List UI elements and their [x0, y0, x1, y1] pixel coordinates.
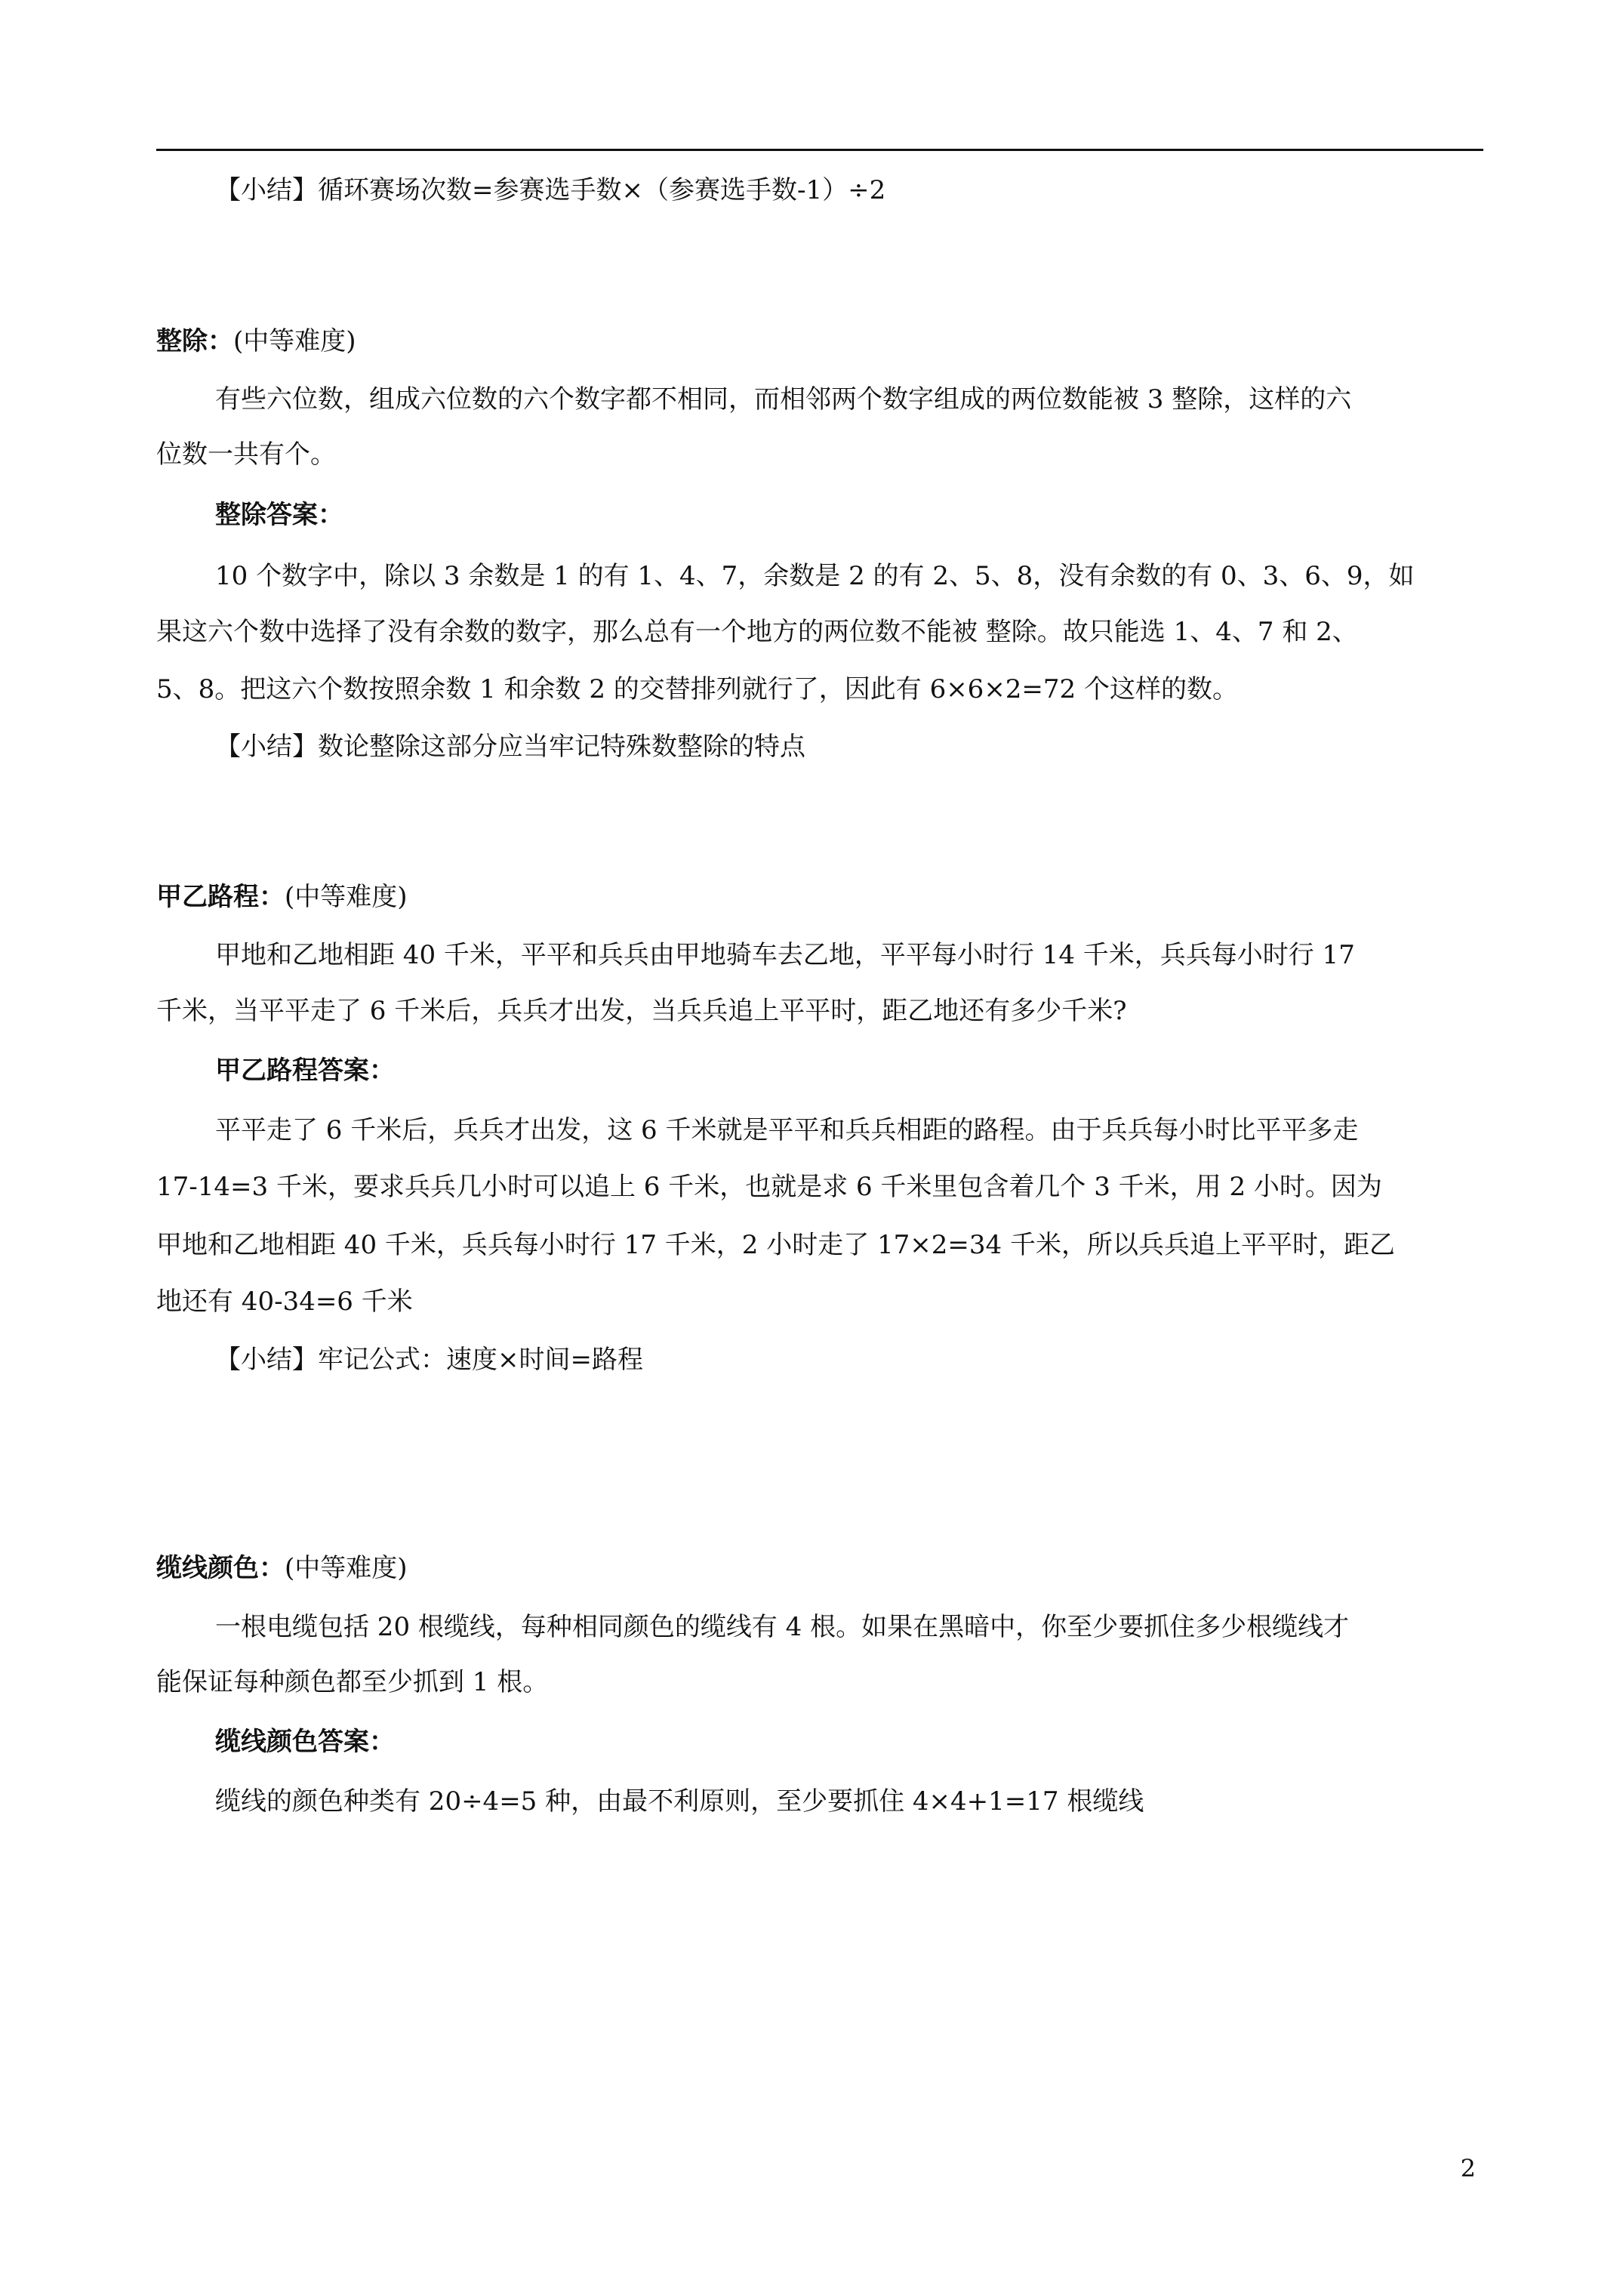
answer-line: 10 个数字中，除以 3 余数是 1 的有 1、4、7，余数是 2 的有 2、5、8，没有余数的有 0、3、6、9，如 [215, 561, 1415, 591]
page-number: 2 [1460, 2154, 1476, 2183]
answer-line: 5、8。把这六个数按照余数 1 和余数 2 的交替排列就行了，因此有 6×6×2=72 个这样的数。 [156, 674, 1238, 704]
answer-line: 果这六个数中选择了没有余数的数字，那么总有一个地方的两位数不能被 整除。故只能选 1、4、7 和 2、 [156, 617, 1358, 647]
question-line: 位数一共有个。 [156, 439, 336, 470]
answer-title: 甲乙路程答案： [215, 1056, 395, 1086]
answer-line: 地还有 40-34=6 千米 [156, 1287, 413, 1317]
question-line: 千米，当平平走了 6 千米后，兵兵才出发，当兵兵追上平平时，距乙地还有多少千米? [156, 996, 1127, 1026]
question-line: 一根电缆包括 20 根缆线，每种相同颜色的缆线有 4 根。如果在黑暗中，你至少要抓住多少根缆线才 [215, 1612, 1350, 1642]
question-line: 甲地和乙地相距 40 千米，平平和兵兵由甲地骑车去乙地，平平每小时行 14 千米，兵兵每小时行 17 [215, 940, 1355, 970]
section-summary: 【小结】牢记公式：速度×时间=路程 [215, 1345, 643, 1375]
top-summary: 【小结】循环赛场次数=参赛选手数×（参赛选手数-1）÷2 [215, 175, 886, 205]
section-title: 缆线颜色：(中等难度) [156, 1553, 408, 1583]
answer-line: 缆线的颜色种类有 20÷4=5 种，由最不利原则，至少要抓住 4×4+1=17 根缆线 [215, 1786, 1144, 1817]
section-title: 甲乙路程：(中等难度) [156, 882, 408, 912]
question-line: 有些六位数，组成六位数的六个数字都不相同，而相邻两个数字组成的两位数能被 3 整除，这样的六 [215, 384, 1352, 415]
question-line: 能保证每种颜色都至少抓到 1 根。 [156, 1667, 549, 1697]
answer-title: 整除答案： [215, 500, 343, 530]
answer-title: 缆线颜色答案： [215, 1727, 395, 1757]
section-title: 整除：(中等难度) [156, 326, 356, 356]
answer-line: 甲地和乙地相距 40 千米，兵兵每小时行 17 千米，2 小时走了 17×2=34 千米，所以兵兵追上平平时，距乙 [156, 1230, 1395, 1260]
section-summary: 【小结】数论整除这部分应当牢记特殊数整除的特点 [215, 732, 805, 762]
header-rule [156, 149, 1483, 151]
answer-line: 平平走了 6 千米后，兵兵才出发，这 6 千米就是平平和兵兵相距的路程。由于兵兵每小时比平平多走 [215, 1115, 1359, 1145]
answer-line: 17-14=3 千米，要求兵兵几小时可以追上 6 千米，也就是求 6 千米里包含着几个 3 千米，用 2 小时。因为 [156, 1172, 1382, 1202]
